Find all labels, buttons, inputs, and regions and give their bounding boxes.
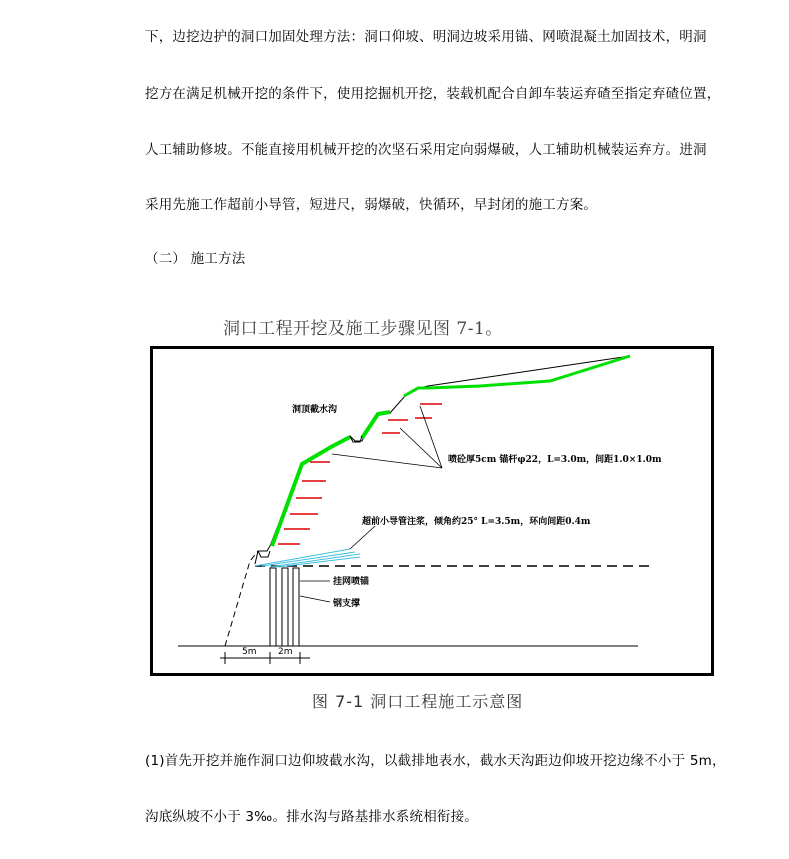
dim-label-2m: 2m [278, 647, 293, 657]
portal-ditch [258, 551, 270, 557]
paragraph-1: 下，边挖边护的洞口加固处理方法：洞口仰坡、明洞边坡采用锚、网喷混凝土加固技术，明洞 [145, 29, 707, 45]
tunnel-portal-diagram [150, 346, 714, 676]
shotcrete-layer [272, 437, 350, 546]
figure-caption: 图 7-1 洞口工程施工示意图 [312, 692, 524, 711]
steel-supports [270, 568, 299, 646]
label-shotcrete: 喷砼厚5cm 锚杆φ22，L=3.0m，间距1.0×1.0m [448, 455, 662, 465]
steel-leader [300, 596, 330, 602]
figure-intro: 洞口工程开挖及施工步骤见图 7-1。 [223, 319, 503, 339]
label-pipe: 超前小导管注浆，倾角约25° L=3.5m，环向间距0.4m [362, 517, 591, 527]
shotcrete-layer-top [404, 356, 630, 396]
label-mesh: 挂网喷锚 [333, 577, 370, 587]
advance-pipes [255, 549, 360, 567]
original-slope-line [225, 551, 258, 646]
paragraph-3: 人工辅助修坡。不能直接用机械开挖的次坚石采用定向弱爆破，人工辅助机械装运弃方。进洞 [145, 142, 707, 158]
paragraph-6: 沟底纵坡不小于 3‰。排水沟与路基排水系统相衔接。 [145, 809, 478, 825]
paragraph-5: (1)首先开挖并施作洞口边仰坡截水沟，以截排地表水，截水天沟距边仰坡开挖边缘不小于 5m， [145, 753, 726, 769]
label-steel: 钢支撑 [333, 599, 361, 609]
paragraph-4: 采用先施工作超前小导管，短进尺，弱爆破，快循环，早封闭的施工方案。 [145, 197, 598, 213]
label-ditch: 洞顶截水沟 [292, 405, 338, 415]
section-heading: （二） 施工方法 [145, 251, 246, 267]
dim-label-5m: 5m [242, 647, 257, 657]
dimension-line [220, 652, 310, 664]
paragraph-2: 挖方在满足机械开挖的条件下，使用挖掘机开挖，装载机配合自卸车装运弃碴至指定弃碴位置， [145, 86, 721, 102]
pipe-leader [350, 526, 375, 549]
shotcrete-layer-upper [362, 412, 390, 438]
